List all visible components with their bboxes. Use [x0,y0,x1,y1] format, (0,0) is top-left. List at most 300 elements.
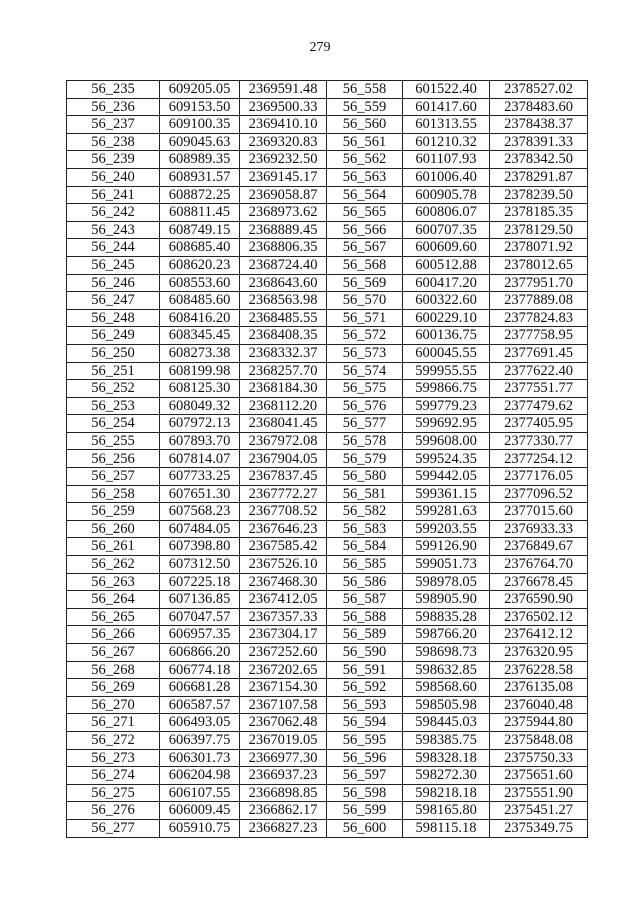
y-coordinate-cell: 2377758.95 [490,327,588,345]
coordinates-table [66,80,588,838]
y-coordinate-cell: 2378291.87 [490,168,588,186]
point-id-cell: 56_561 [327,133,403,151]
x-coordinate-cell: 607312.50 [160,556,240,574]
y-coordinate-cell: 2378438.37 [490,116,588,134]
point-id-cell: 56_585 [327,556,403,574]
y-coordinate-cell: 2368889.45 [240,221,327,239]
x-coordinate-cell: 599692.95 [403,415,490,433]
point-id-cell: 56_599 [327,802,403,820]
x-coordinate-cell: 608811.45 [160,204,240,222]
y-coordinate-cell: 2376502.12 [490,608,588,626]
point-id-cell: 56_241 [67,186,160,204]
y-coordinate-cell: 2367357.33 [240,608,327,626]
x-coordinate-cell: 607484.05 [160,520,240,538]
x-coordinate-cell: 599203.55 [403,520,490,538]
table-row [67,204,588,222]
point-id-cell: 56_272 [67,731,160,749]
y-coordinate-cell: 2368485.55 [240,309,327,327]
x-coordinate-cell: 607814.07 [160,450,240,468]
table-row [67,556,588,574]
y-coordinate-cell: 2367304.17 [240,626,327,644]
y-coordinate-cell: 2376412.12 [490,626,588,644]
table-row [67,608,588,626]
x-coordinate-cell: 598445.03 [403,714,490,732]
y-coordinate-cell: 2378185.35 [490,204,588,222]
point-id-cell: 56_256 [67,450,160,468]
x-coordinate-cell: 605910.75 [160,819,240,837]
point-id-cell: 56_262 [67,556,160,574]
x-coordinate-cell: 598165.80 [403,802,490,820]
y-coordinate-cell: 2369145.17 [240,168,327,186]
x-coordinate-cell: 608273.38 [160,344,240,362]
table-row [67,344,588,362]
y-coordinate-cell: 2367412.05 [240,591,327,609]
y-coordinate-cell: 2377691.45 [490,344,588,362]
table-row [67,591,588,609]
x-coordinate-cell: 608931.57 [160,168,240,186]
table-row [67,98,588,116]
y-coordinate-cell: 2368112.20 [240,397,327,415]
point-id-cell: 56_249 [67,327,160,345]
table-row [67,116,588,134]
y-coordinate-cell: 2377951.70 [490,274,588,292]
point-id-cell: 56_559 [327,98,403,116]
point-id-cell: 56_274 [67,767,160,785]
point-id-cell: 56_589 [327,626,403,644]
table-row [67,644,588,662]
x-coordinate-cell: 598505.98 [403,696,490,714]
x-coordinate-cell: 598632.85 [403,661,490,679]
point-id-cell: 56_275 [67,784,160,802]
x-coordinate-cell: 609100.35 [160,116,240,134]
point-id-cell: 56_583 [327,520,403,538]
table-row [67,485,588,503]
point-id-cell: 56_242 [67,204,160,222]
point-id-cell: 56_594 [327,714,403,732]
x-coordinate-cell: 600417.20 [403,274,490,292]
x-coordinate-cell: 598568.60 [403,679,490,697]
y-coordinate-cell: 2375848.08 [490,731,588,749]
x-coordinate-cell: 608749.15 [160,221,240,239]
table-row [67,468,588,486]
x-coordinate-cell: 606204.98 [160,767,240,785]
x-coordinate-cell: 607568.23 [160,503,240,521]
table-row [67,186,588,204]
point-id-cell: 56_243 [67,221,160,239]
point-id-cell: 56_270 [67,696,160,714]
y-coordinate-cell: 2369058.87 [240,186,327,204]
point-id-cell: 56_277 [67,819,160,837]
point-id-cell: 56_238 [67,133,160,151]
point-id-cell: 56_246 [67,274,160,292]
x-coordinate-cell: 608485.60 [160,292,240,310]
point-id-cell: 56_597 [327,767,403,785]
x-coordinate-cell: 599361.15 [403,485,490,503]
y-coordinate-cell: 2368724.40 [240,256,327,274]
y-coordinate-cell: 2377622.40 [490,362,588,380]
y-coordinate-cell: 2378391.33 [490,133,588,151]
point-id-cell: 56_575 [327,380,403,398]
y-coordinate-cell: 2368643.60 [240,274,327,292]
y-coordinate-cell: 2369500.33 [240,98,327,116]
point-id-cell: 56_265 [67,608,160,626]
x-coordinate-cell: 608416.20 [160,309,240,327]
x-coordinate-cell: 608199.98 [160,362,240,380]
point-id-cell: 56_591 [327,661,403,679]
y-coordinate-cell: 2377015.60 [490,503,588,521]
x-coordinate-cell: 601210.32 [403,133,490,151]
point-id-cell: 56_237 [67,116,160,134]
x-coordinate-cell: 608685.40 [160,239,240,257]
point-id-cell: 56_235 [67,81,160,99]
x-coordinate-cell: 600905.78 [403,186,490,204]
x-coordinate-cell: 606397.75 [160,731,240,749]
y-coordinate-cell: 2367107.58 [240,696,327,714]
y-coordinate-cell: 2377824.83 [490,309,588,327]
x-coordinate-cell: 601522.40 [403,81,490,99]
table-row [67,626,588,644]
x-coordinate-cell: 601417.60 [403,98,490,116]
point-id-cell: 56_587 [327,591,403,609]
point-id-cell: 56_573 [327,344,403,362]
x-coordinate-cell: 598905.90 [403,591,490,609]
y-coordinate-cell: 2369320.83 [240,133,327,151]
y-coordinate-cell: 2367019.05 [240,731,327,749]
point-id-cell: 56_255 [67,432,160,450]
x-coordinate-cell: 606866.20 [160,644,240,662]
point-id-cell: 56_574 [327,362,403,380]
point-id-cell: 56_577 [327,415,403,433]
point-id-cell: 56_567 [327,239,403,257]
point-id-cell: 56_558 [327,81,403,99]
table-row [67,292,588,310]
y-coordinate-cell: 2369591.48 [240,81,327,99]
x-coordinate-cell: 598328.18 [403,749,490,767]
y-coordinate-cell: 2367646.23 [240,520,327,538]
point-id-cell: 56_568 [327,256,403,274]
y-coordinate-cell: 2367526.10 [240,556,327,574]
table-row [67,802,588,820]
table-row [67,362,588,380]
table-row [67,151,588,169]
point-id-cell: 56_572 [327,327,403,345]
y-coordinate-cell: 2366862.17 [240,802,327,820]
coordinates-table-body [67,81,588,838]
x-coordinate-cell: 608049.32 [160,397,240,415]
point-id-cell: 56_263 [67,573,160,591]
x-coordinate-cell: 600045.55 [403,344,490,362]
x-coordinate-cell: 599608.00 [403,432,490,450]
y-coordinate-cell: 2375750.33 [490,749,588,767]
x-coordinate-cell: 607398.80 [160,538,240,556]
point-id-cell: 56_261 [67,538,160,556]
y-coordinate-cell: 2375451.27 [490,802,588,820]
y-coordinate-cell: 2368563.98 [240,292,327,310]
table-row [67,81,588,99]
x-coordinate-cell: 606774.18 [160,661,240,679]
y-coordinate-cell: 2367154.30 [240,679,327,697]
x-coordinate-cell: 598766.20 [403,626,490,644]
y-coordinate-cell: 2366937.23 [240,767,327,785]
x-coordinate-cell: 600229.10 [403,309,490,327]
x-coordinate-cell: 599955.55 [403,362,490,380]
y-coordinate-cell: 2377254.12 [490,450,588,468]
x-coordinate-cell: 601006.40 [403,168,490,186]
point-id-cell: 56_268 [67,661,160,679]
x-coordinate-cell: 600136.75 [403,327,490,345]
point-id-cell: 56_273 [67,749,160,767]
y-coordinate-cell: 2368973.62 [240,204,327,222]
x-coordinate-cell: 606107.55 [160,784,240,802]
y-coordinate-cell: 2375551.90 [490,784,588,802]
y-coordinate-cell: 2368332.37 [240,344,327,362]
table-row [67,503,588,521]
y-coordinate-cell: 2368041.45 [240,415,327,433]
y-coordinate-cell: 2378239.50 [490,186,588,204]
y-coordinate-cell: 2378527.02 [490,81,588,99]
x-coordinate-cell: 598115.18 [403,819,490,837]
x-coordinate-cell: 599281.63 [403,503,490,521]
point-id-cell: 56_276 [67,802,160,820]
point-id-cell: 56_600 [327,819,403,837]
table-row [67,309,588,327]
point-id-cell: 56_239 [67,151,160,169]
y-coordinate-cell: 2367202.65 [240,661,327,679]
point-id-cell: 56_252 [67,380,160,398]
x-coordinate-cell: 599866.75 [403,380,490,398]
table-row [67,714,588,732]
y-coordinate-cell: 2376590.90 [490,591,588,609]
y-coordinate-cell: 2376320.95 [490,644,588,662]
point-id-cell: 56_584 [327,538,403,556]
y-coordinate-cell: 2369410.10 [240,116,327,134]
table-row [67,819,588,837]
point-id-cell: 56_590 [327,644,403,662]
point-id-cell: 56_581 [327,485,403,503]
x-coordinate-cell: 606493.05 [160,714,240,732]
x-coordinate-cell: 608125.30 [160,380,240,398]
x-coordinate-cell: 607651.30 [160,485,240,503]
y-coordinate-cell: 2367252.60 [240,644,327,662]
point-id-cell: 56_592 [327,679,403,697]
table-row [67,784,588,802]
point-id-cell: 56_576 [327,397,403,415]
x-coordinate-cell: 600609.60 [403,239,490,257]
y-coordinate-cell: 2367972.08 [240,432,327,450]
y-coordinate-cell: 2377330.77 [490,432,588,450]
y-coordinate-cell: 2376933.33 [490,520,588,538]
x-coordinate-cell: 609153.50 [160,98,240,116]
y-coordinate-cell: 2377096.52 [490,485,588,503]
x-coordinate-cell: 601107.93 [403,151,490,169]
x-coordinate-cell: 606301.73 [160,749,240,767]
point-id-cell: 56_571 [327,309,403,327]
x-coordinate-cell: 608989.35 [160,151,240,169]
point-id-cell: 56_563 [327,168,403,186]
table-row [67,767,588,785]
point-id-cell: 56_251 [67,362,160,380]
y-coordinate-cell: 2368184.30 [240,380,327,398]
table-row [67,168,588,186]
table-row [67,520,588,538]
point-id-cell: 56_245 [67,256,160,274]
table-row [67,221,588,239]
x-coordinate-cell: 607225.18 [160,573,240,591]
x-coordinate-cell: 598218.18 [403,784,490,802]
y-coordinate-cell: 2376228.58 [490,661,588,679]
point-id-cell: 56_582 [327,503,403,521]
y-coordinate-cell: 2376764.70 [490,556,588,574]
x-coordinate-cell: 606587.57 [160,696,240,714]
point-id-cell: 56_257 [67,468,160,486]
point-id-cell: 56_253 [67,397,160,415]
table-row [67,731,588,749]
table-row [67,573,588,591]
y-coordinate-cell: 2378012.65 [490,256,588,274]
x-coordinate-cell: 600512.88 [403,256,490,274]
point-id-cell: 56_264 [67,591,160,609]
table-row [67,274,588,292]
point-id-cell: 56_595 [327,731,403,749]
y-coordinate-cell: 2369232.50 [240,151,327,169]
x-coordinate-cell: 608553.60 [160,274,240,292]
x-coordinate-cell: 598385.75 [403,731,490,749]
point-id-cell: 56_566 [327,221,403,239]
point-id-cell: 56_248 [67,309,160,327]
table-row [67,538,588,556]
x-coordinate-cell: 607733.25 [160,468,240,486]
x-coordinate-cell: 601313.55 [403,116,490,134]
x-coordinate-cell: 606009.45 [160,802,240,820]
table-row [67,749,588,767]
x-coordinate-cell: 607972.13 [160,415,240,433]
point-id-cell: 56_598 [327,784,403,802]
y-coordinate-cell: 2368806.35 [240,239,327,257]
point-id-cell: 56_267 [67,644,160,662]
point-id-cell: 56_586 [327,573,403,591]
point-id-cell: 56_266 [67,626,160,644]
point-id-cell: 56_588 [327,608,403,626]
y-coordinate-cell: 2377176.05 [490,468,588,486]
y-coordinate-cell: 2376040.48 [490,696,588,714]
point-id-cell: 56_564 [327,186,403,204]
table-row [67,450,588,468]
table-row [67,679,588,697]
x-coordinate-cell: 609205.05 [160,81,240,99]
y-coordinate-cell: 2376849.67 [490,538,588,556]
y-coordinate-cell: 2367468.30 [240,573,327,591]
y-coordinate-cell: 2367772.27 [240,485,327,503]
x-coordinate-cell: 608345.45 [160,327,240,345]
y-coordinate-cell: 2375944.80 [490,714,588,732]
y-coordinate-cell: 2366898.85 [240,784,327,802]
y-coordinate-cell: 2377551.77 [490,380,588,398]
point-id-cell: 56_578 [327,432,403,450]
point-id-cell: 56_269 [67,679,160,697]
y-coordinate-cell: 2378342.50 [490,151,588,169]
y-coordinate-cell: 2367062.48 [240,714,327,732]
x-coordinate-cell: 607047.57 [160,608,240,626]
y-coordinate-cell: 2367708.52 [240,503,327,521]
y-coordinate-cell: 2378129.50 [490,221,588,239]
table-row [67,415,588,433]
y-coordinate-cell: 2377479.62 [490,397,588,415]
point-id-cell: 56_562 [327,151,403,169]
point-id-cell: 56_580 [327,468,403,486]
point-id-cell: 56_565 [327,204,403,222]
point-id-cell: 56_258 [67,485,160,503]
y-coordinate-cell: 2368257.70 [240,362,327,380]
table-row [67,239,588,257]
y-coordinate-cell: 2376135.08 [490,679,588,697]
point-id-cell: 56_596 [327,749,403,767]
point-id-cell: 56_259 [67,503,160,521]
table-row [67,133,588,151]
x-coordinate-cell: 598272.30 [403,767,490,785]
x-coordinate-cell: 606957.35 [160,626,240,644]
table-row [67,661,588,679]
table-row [67,432,588,450]
point-id-cell: 56_250 [67,344,160,362]
page-number: 279 [309,40,331,55]
y-coordinate-cell: 2367585.42 [240,538,327,556]
point-id-cell: 56_560 [327,116,403,134]
point-id-cell: 56_271 [67,714,160,732]
y-coordinate-cell: 2375651.60 [490,767,588,785]
x-coordinate-cell: 599051.73 [403,556,490,574]
point-id-cell: 56_579 [327,450,403,468]
x-coordinate-cell: 600322.60 [403,292,490,310]
y-coordinate-cell: 2366977.30 [240,749,327,767]
table-row [67,380,588,398]
x-coordinate-cell: 608620.23 [160,256,240,274]
x-coordinate-cell: 598978.05 [403,573,490,591]
x-coordinate-cell: 598835.28 [403,608,490,626]
point-id-cell: 56_570 [327,292,403,310]
x-coordinate-cell: 599524.35 [403,450,490,468]
point-id-cell: 56_260 [67,520,160,538]
table-row [67,256,588,274]
x-coordinate-cell: 606681.28 [160,679,240,697]
x-coordinate-cell: 607893.70 [160,432,240,450]
x-coordinate-cell: 600806.07 [403,204,490,222]
y-coordinate-cell: 2377889.08 [490,292,588,310]
x-coordinate-cell: 607136.85 [160,591,240,609]
x-coordinate-cell: 599126.90 [403,538,490,556]
point-id-cell: 56_236 [67,98,160,116]
x-coordinate-cell: 609045.63 [160,133,240,151]
y-coordinate-cell: 2367837.45 [240,468,327,486]
table-row [67,696,588,714]
y-coordinate-cell: 2368408.35 [240,327,327,345]
y-coordinate-cell: 2378071.92 [490,239,588,257]
table-row [67,397,588,415]
y-coordinate-cell: 2367904.05 [240,450,327,468]
x-coordinate-cell: 599442.05 [403,468,490,486]
y-coordinate-cell: 2377405.95 [490,415,588,433]
x-coordinate-cell: 600707.35 [403,221,490,239]
y-coordinate-cell: 2366827.23 [240,819,327,837]
point-id-cell: 56_247 [67,292,160,310]
y-coordinate-cell: 2376678.45 [490,573,588,591]
point-id-cell: 56_244 [67,239,160,257]
y-coordinate-cell: 2375349.75 [490,819,588,837]
point-id-cell: 56_254 [67,415,160,433]
point-id-cell: 56_569 [327,274,403,292]
x-coordinate-cell: 598698.73 [403,644,490,662]
table-row [67,327,588,345]
x-coordinate-cell: 599779.23 [403,397,490,415]
